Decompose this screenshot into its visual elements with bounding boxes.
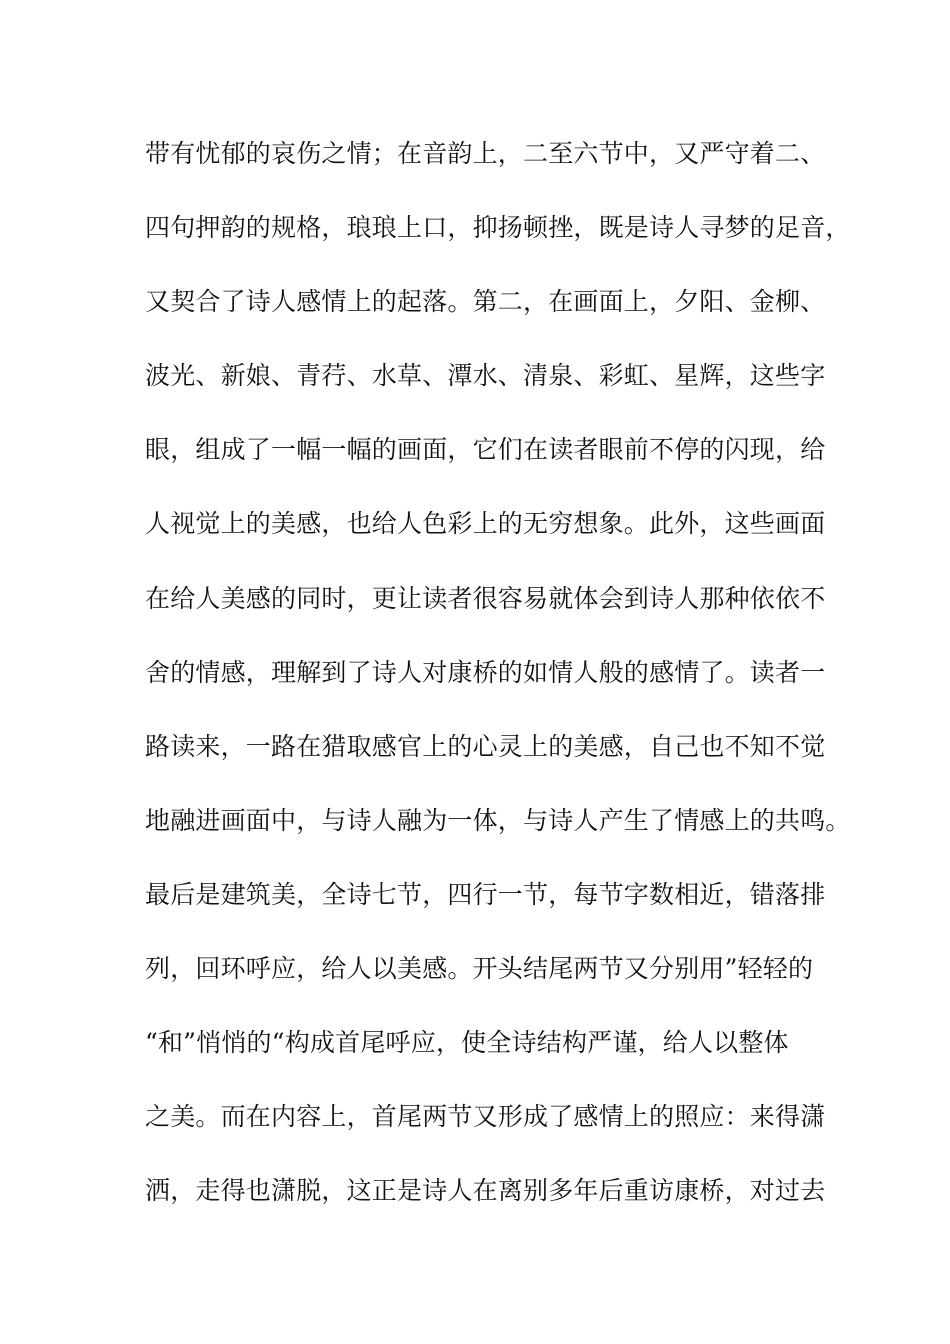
text-line: 洒，走得也潇脱，这正是诗人在离别多年后重访康桥，对过去 xyxy=(145,1176,826,1206)
text-line: 最后是建筑美，全诗七节，四行一节，每节字数相近，错落排 xyxy=(145,879,826,909)
text-line: 舍的情感，理解到了诗人对康桥的如情人般的感情了。读者一 xyxy=(145,657,826,687)
text-line: 人视觉上的美感，也给人色彩上的无穷想象。此外，这些画面 xyxy=(145,509,826,539)
text-line: 眼，组成了一幅一幅的画面，它们在读者眼前不停的闪现，给 xyxy=(145,435,826,465)
text-line: 带有忧郁的哀伤之情；在音韵上，二至六节中，又严守着二、 xyxy=(145,139,826,168)
text-line: 四句押韵的规格，琅琅上口，抑扬顿挫，既是诗人寻梦的足音， xyxy=(145,213,851,243)
text-line: 路读来，一路在猎取感官上的心灵上的美感，自己也不知不觉 xyxy=(145,731,826,761)
text-line: 又契合了诗人感情上的起落。第二，在画面上，夕阳、金柳、 xyxy=(145,287,826,317)
text-line: “和”悄悄的“构成首尾呼应，使全诗结构严谨，给人以整体 xyxy=(145,1028,789,1058)
text-line: 之美。而在内容上，首尾两节又形成了感情上的照应：来得潇 xyxy=(145,1102,826,1132)
text-line: 列，回环呼应，给人以美感。开头结尾两节又分别用”轻轻的 xyxy=(145,954,814,984)
text-line: 在给人美感的同时，更让读者很容易就体会到诗人那种依依不 xyxy=(145,583,826,613)
body-text xyxy=(145,129,851,1240)
text-line: 地融进画面中，与诗人融为一体，与诗人产生了情感上的共鸣。 xyxy=(145,805,851,835)
text-line: 波光、新娘、青荇、水草、潭水、清泉、彩虹、星辉，这些字 xyxy=(145,361,826,391)
